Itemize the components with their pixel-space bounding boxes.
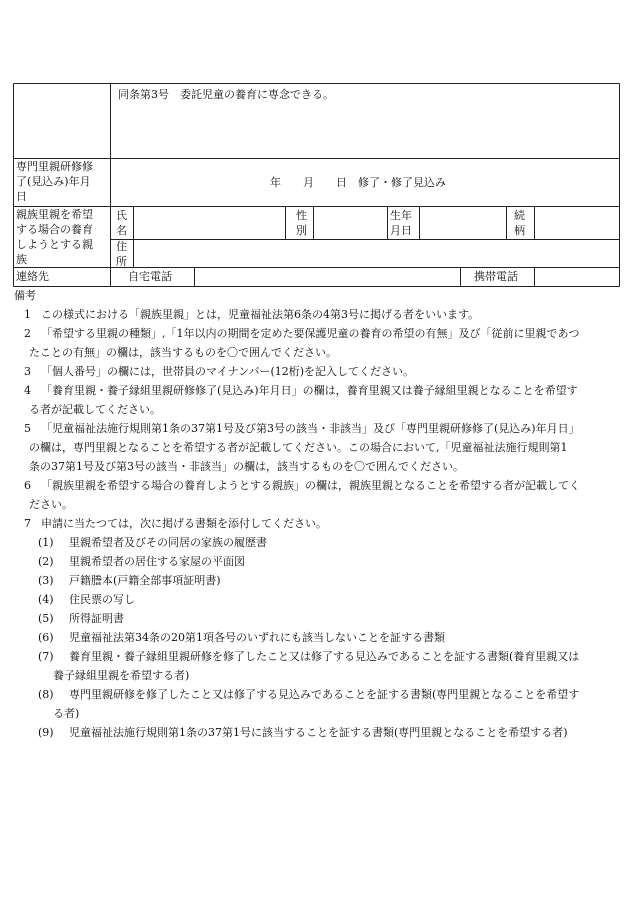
relation-label: 続 柄	[514, 209, 525, 237]
sub-item: (6) 児童福祉法第34条の20第1項各号のいずれにも該当しないことを証する書類	[14, 628, 620, 647]
sub-item-number: (9)	[38, 726, 54, 739]
sub-item-number: (1)	[38, 536, 54, 549]
note-number: 6	[24, 479, 31, 492]
notes-section	[14, 286, 620, 742]
name-field[interactable]	[134, 207, 285, 239]
sub-item: (5) 所得証明書	[14, 609, 620, 628]
note-item: 3 「個人番号」の欄には，世帯員のマイナンバー(12桁)を記入してください。	[14, 362, 620, 381]
completion-date-field[interactable]: 年 月 日 修了・修了見込み	[270, 176, 446, 189]
note-number: 4	[24, 384, 31, 397]
relation-field[interactable]	[535, 207, 619, 239]
sub-item: (2) 里親希望者の居住する家屋の平面図	[14, 552, 620, 571]
note-item: 6 「親族里親を希望する場合の養育しようとする親族」の欄は，親族里親となることを希望する者が記載してく ださい。	[14, 476, 620, 514]
sub-item-number: (3)	[38, 574, 54, 587]
birthdate-field[interactable]	[420, 207, 506, 239]
mobile-phone-field[interactable]	[535, 268, 619, 286]
sub-item-number: (5)	[38, 612, 54, 625]
note-number: 5	[24, 422, 31, 435]
sex-field[interactable]	[314, 207, 387, 239]
name-label: 氏 名	[116, 209, 127, 237]
address-field[interactable]	[134, 240, 619, 267]
note-number: 1	[24, 308, 31, 321]
home-phone-label: 自宅電話	[128, 270, 172, 283]
note-item: 2 「希望する里親の種類」,「1年以内の期間を定めた要保護児童の養育の希望の有無」及び「従前に里親であつ たことの有無」の欄は，該当するものを〇で囲んでください。	[14, 324, 620, 362]
sub-item-number: (7)	[38, 650, 54, 663]
sub-item: (8) 専門里親研修を修了したこと又は修了する見込みであることを証する書類(専門里親となることを希望す る者)	[14, 685, 620, 723]
note-item: 7 申請に当たつては，次に掲げる書類を添付してください。	[14, 514, 620, 533]
birthdate-label: 生年 月日	[390, 209, 412, 237]
note-item: 1 この様式における「親族里親」とは，児童福祉法第6条の4第3号に掲げる者をいいます。	[14, 305, 620, 324]
row3-label: 親族里親を希望 する場合の養育 しようとする親 族	[16, 208, 93, 266]
note-item: 4 「養育里親・養子縁組里親研修修了(見込み)年月日」の欄は，養育里親又は養子縁組里親となることを希望す る者が記載してください。	[14, 381, 620, 419]
sub-item-number: (6)	[38, 631, 54, 644]
sub-item: (4) 住民票の写し	[14, 590, 620, 609]
sex-label: 性 別	[296, 209, 307, 237]
notes-heading: 備考	[14, 289, 36, 302]
note-item: 5 「児童福祉法施行規則第1条の37第1号及び第3号の該当・非該当」及び「専門里親研修修了(見込み)年月日」 の欄は，専門里親となることを希望する者が記載してください。この場合において,「児童福祉法施行規則第1 条の37第1号及び第3号の該当・非該当」の欄は，該当するものを〇で囲んでください。	[14, 419, 620, 476]
sub-item: (9) 児童福祉法施行規則第1条の37第1号に該当することを証する書類(専門里親となることを希望する者)	[14, 723, 620, 742]
row1-text: 同条第3号 委託児童の養育に専念できる。	[118, 88, 334, 101]
row2-label: 専門里親研修修 了(見込み)年月 日	[16, 160, 93, 203]
sub-item-number: (8)	[38, 688, 54, 701]
note-number: 2	[24, 327, 31, 340]
note-number: 3	[24, 365, 31, 378]
sub-item: (3) 戸籍謄本(戸籍全部事項証明書)	[14, 571, 620, 590]
contact-label: 連絡先	[16, 270, 49, 283]
home-phone-field[interactable]	[195, 268, 460, 286]
sub-item-number: (2)	[38, 555, 54, 568]
sub-item: (7) 養育里親・養子縁組里親研修を修了したこと又は修了する見込みであることを証する書類(養育里親又は 養子縁組里親を希望する者)	[14, 647, 620, 685]
note-number: 7	[24, 517, 31, 530]
sub-item-number: (4)	[38, 593, 54, 606]
sub-item: (1) 里親希望者及びその同居の家族の履歴書	[14, 533, 620, 552]
address-label: 住 所	[116, 240, 127, 268]
mobile-phone-label: 携帯電話	[474, 270, 518, 283]
